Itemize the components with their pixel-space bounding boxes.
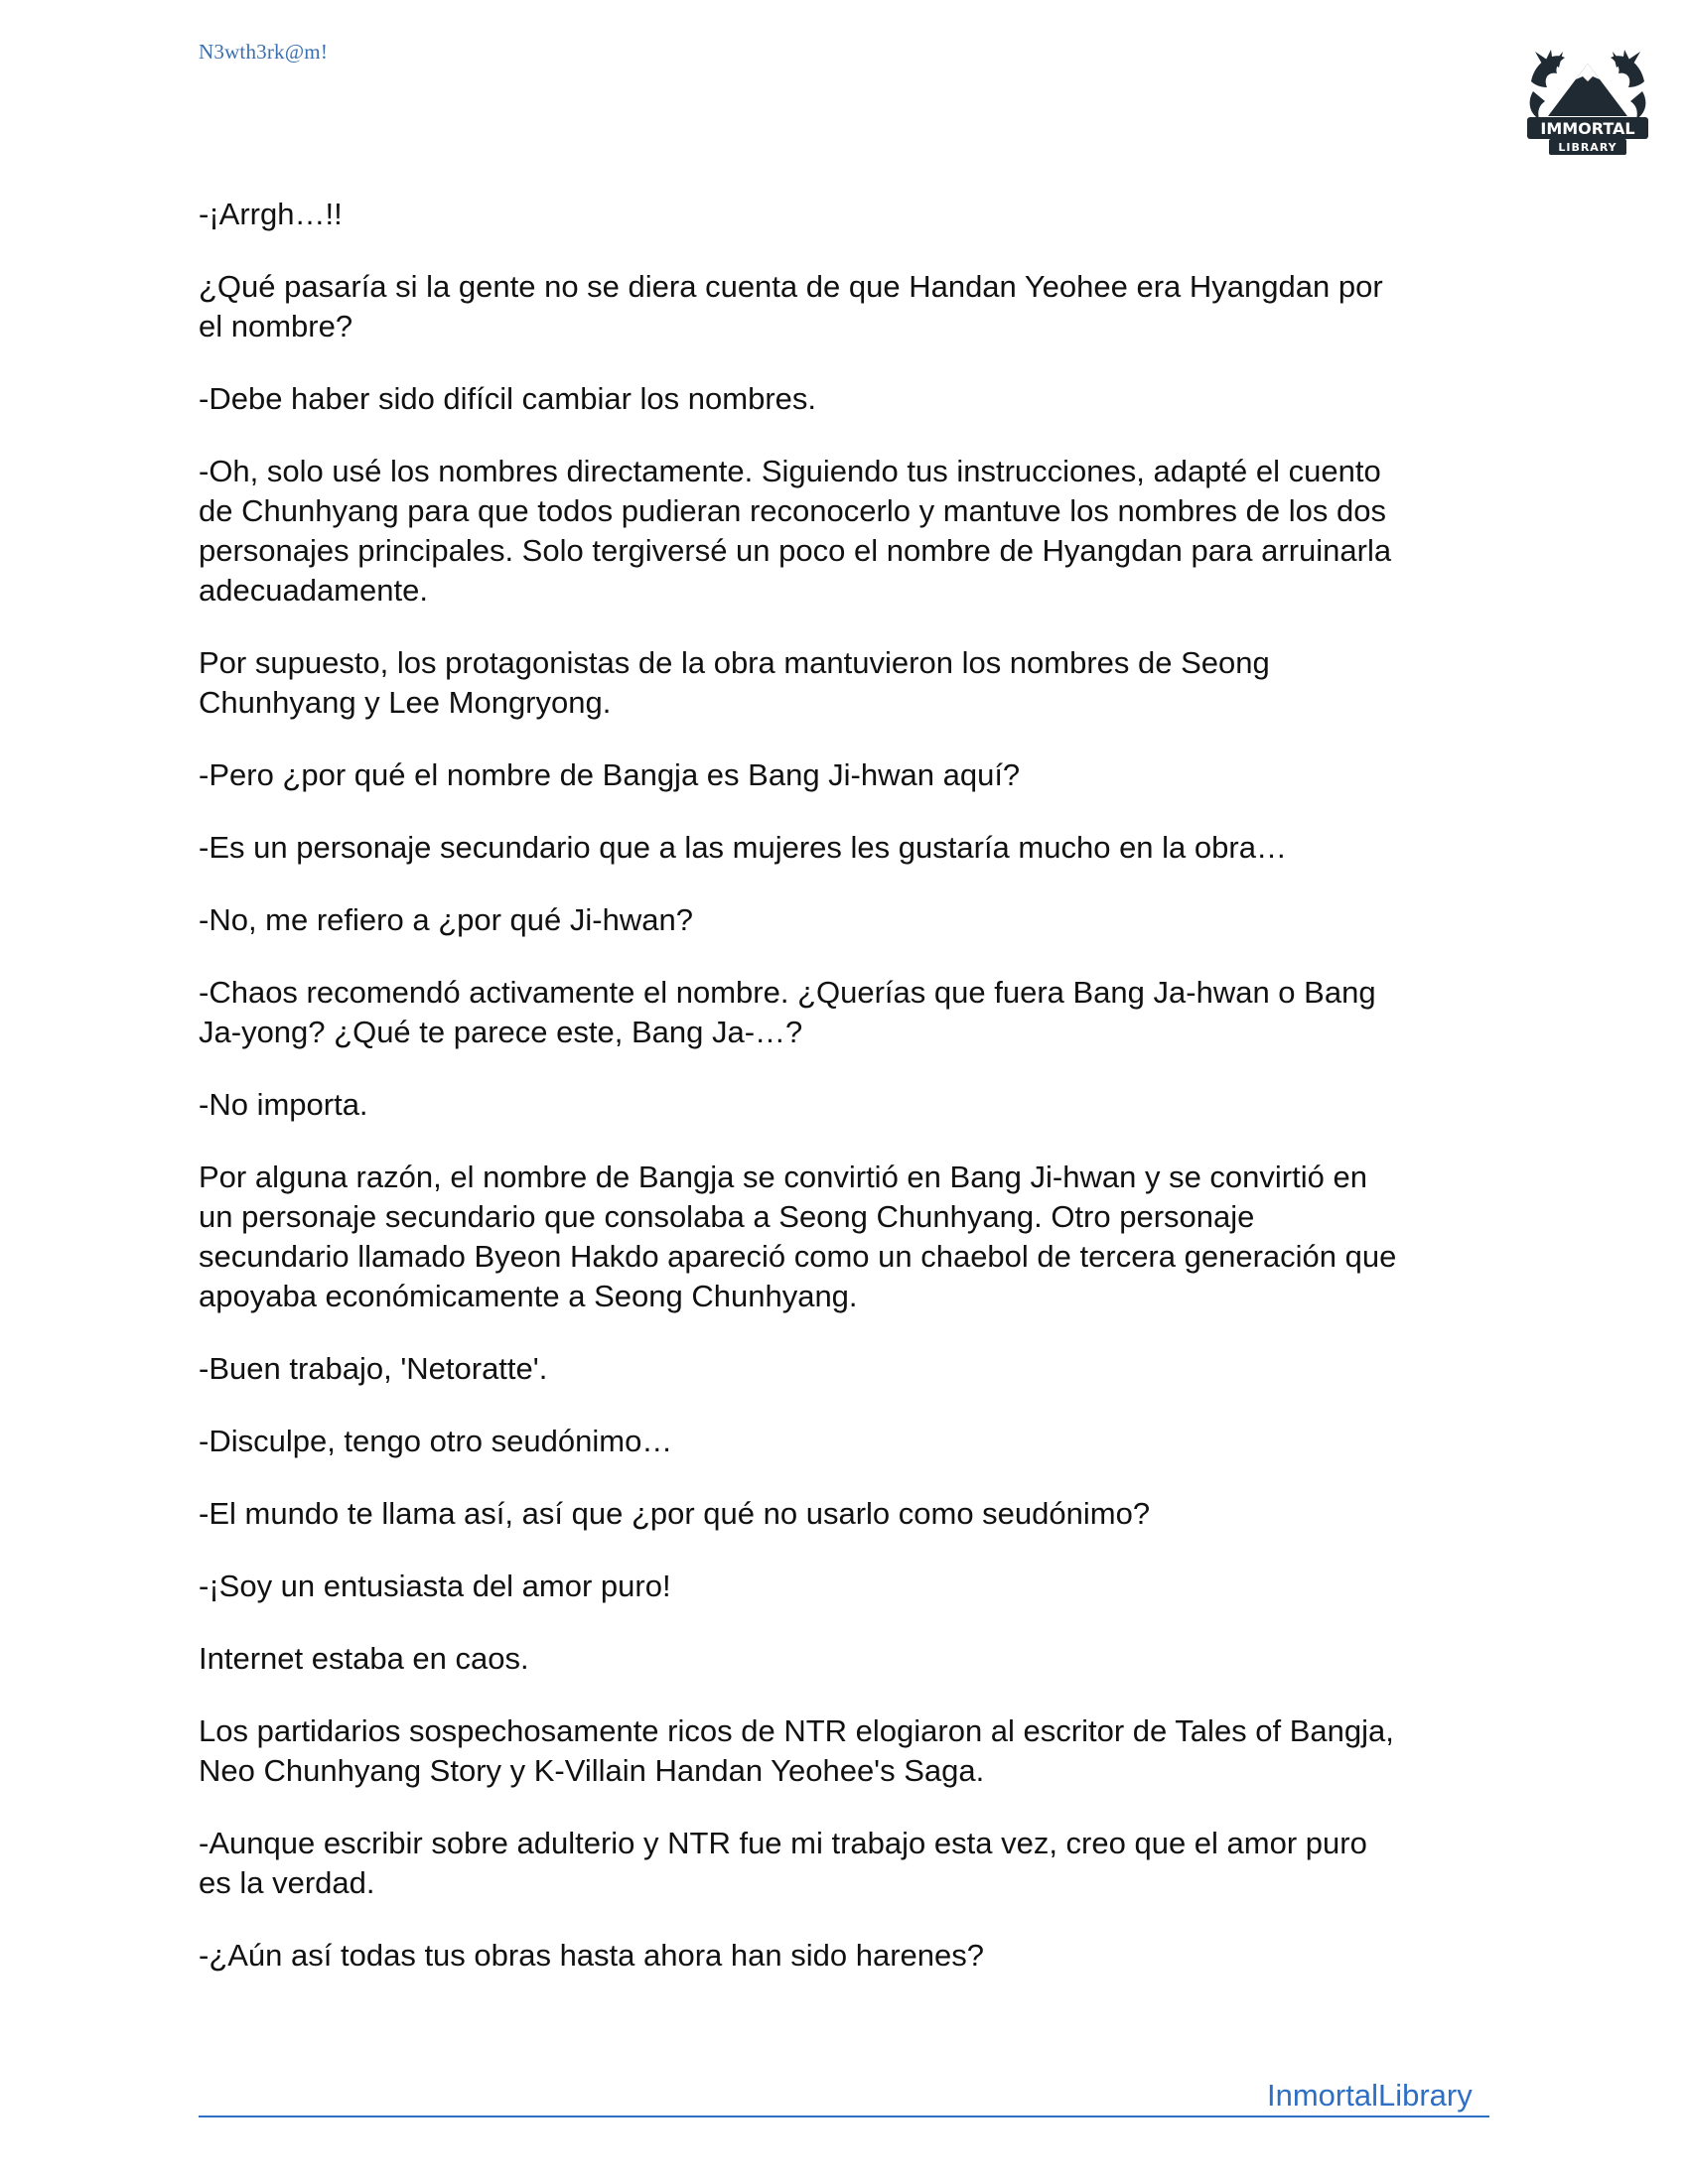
footer-link[interactable]: InmortalLibrary [1267, 2078, 1473, 2113]
footer-rule [199, 2116, 1489, 2117]
paragraph: Por supuesto, los protagonistas de la obra mantuvieron los nombres de Seong Chunhyang y Lee Mongryong. [199, 645, 1270, 720]
immortal-library-logo [1513, 22, 1662, 171]
header-credit: N3wth3rk@m! [199, 40, 329, 64]
logo-line2: LIBRARY [1558, 141, 1618, 154]
logo-line1: IMMORTAL [1540, 119, 1635, 138]
paragraph: -¿Aún así todas tus obras hasta ahora han sido harenes? [199, 1938, 984, 1973]
paragraph: -No importa. [199, 1087, 368, 1122]
paragraph: -Pero ¿por qué el nombre de Bangja es Bang Ji-hwan aquí? [199, 757, 1021, 792]
paragraph: Internet estaba en caos. [199, 1641, 529, 1676]
paragraph: -No, me refiero a ¿por qué Ji-hwan? [199, 902, 693, 937]
paragraph: -Debe haber sido difícil cambiar los nombres. [199, 381, 816, 416]
document-body [199, 195, 1499, 2008]
paragraph: Por alguna razón, el nombre de Bangja se convirtió en Bang Ji-hwan y se convirtió en un personaje secundario que consolaba a Seong Chunhyang. Otro personaje secundario llamado Byeon Hakdo apareció como un chaebol de tercera generación que apoyaba económicamente a Seong Chunhyang. [199, 1160, 1397, 1313]
paragraph: -Chaos recomendó activamente el nombre. ¿Querías que fuera Bang Ja-hwan o Bang Ja-yong? ¿Qué te parece este, Bang Ja-…? [199, 975, 1376, 1049]
paragraph: -¡Arrgh…!! [199, 197, 343, 231]
paragraph: -Es un personaje secundario que a las mujeres les gustaría mucho en la obra… [199, 830, 1287, 865]
paragraph: Los partidarios sospechosamente ricos de NTR elogiaron al escritor de Tales of Bangja, Neo Chunhyang Story y K-Villain Handan Yeohee's Saga. [199, 1713, 1394, 1788]
paragraph: -¡Soy un entusiasta del amor puro! [199, 1569, 671, 1603]
paragraph: -Aunque escribir sobre adulterio y NTR fue mi trabajo esta vez, creo que el amor puro es la verdad. [199, 1826, 1367, 1900]
dragon-emblem-icon [1513, 22, 1662, 171]
paragraph: -Buen trabajo, 'Netoratte'. [199, 1351, 548, 1386]
paragraph: ¿Qué pasaría si la gente no se diera cuenta de que Handan Yeohee era Hyangdan por el nombre? [199, 269, 1383, 343]
paragraph: -Oh, solo usé los nombres directamente. Siguiendo tus instrucciones, adapté el cuento de Chunhyang para que todos pudieran reconocerlo y mantuve los nombres de los dos personajes principales. Solo tergiversé un poco el nombre de Hyangdan para arruinarla adecuadamente. [199, 454, 1392, 608]
paragraph: -Disculpe, tengo otro seudónimo… [199, 1424, 673, 1458]
paragraph: -El mundo te llama así, así que ¿por qué no usarlo como seudónimo? [199, 1496, 1151, 1531]
